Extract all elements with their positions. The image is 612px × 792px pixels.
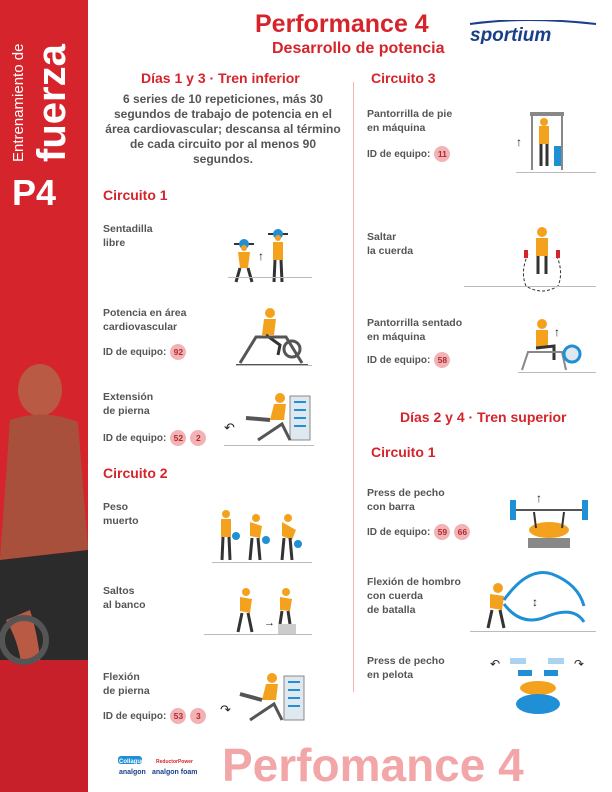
column-divider bbox=[353, 82, 354, 692]
equipment-badge: 11 bbox=[434, 146, 450, 162]
logo-text: analgon foam bbox=[152, 769, 198, 776]
equipment-label: ID de equipo: bbox=[103, 710, 167, 722]
seated-calf-figure bbox=[518, 316, 588, 372]
exercise-separator bbox=[212, 562, 312, 563]
equipment-label: ID de equipo: bbox=[103, 346, 167, 358]
svg-text:↑: ↑ bbox=[258, 249, 264, 263]
equipment-badge: 3 bbox=[190, 708, 206, 724]
exercise-name: Peso muerto bbox=[103, 501, 139, 527]
svg-text:↑: ↑ bbox=[516, 135, 522, 149]
jump-rope-figure bbox=[516, 226, 568, 292]
sidebar-line2: fuerza bbox=[30, 44, 74, 162]
equipment-label: ID de equipo: bbox=[367, 148, 431, 160]
equipment-id bbox=[103, 344, 186, 360]
equipment-id bbox=[103, 430, 206, 446]
box-jump-figure bbox=[234, 586, 304, 636]
leg-extension-figure bbox=[224, 388, 320, 446]
bench-press-figure bbox=[506, 488, 592, 550]
sportium-logo bbox=[466, 20, 600, 44]
intro-text: 6 series de 10 repeticiones, más 30 segundos de trabajo de potencia en el área cardiovascular; descansa al término de cada circuito por al menos 90 segundos. bbox=[105, 92, 341, 166]
equipment-badge: 92 bbox=[170, 344, 186, 360]
svg-text:↑: ↑ bbox=[536, 491, 542, 505]
cardio-bike-figure bbox=[236, 305, 308, 367]
exercise-name: Pantorrilla sentado en máquina bbox=[367, 317, 463, 343]
equipment-badge: 66 bbox=[454, 524, 470, 540]
exercise-separator bbox=[464, 286, 596, 287]
equipment-label: ID de equipo: bbox=[103, 432, 167, 444]
exercise-separator bbox=[470, 631, 596, 632]
sidebar-line1: Entrenamiento de bbox=[10, 43, 27, 162]
exercise-name: Extensión de pierna bbox=[103, 391, 154, 417]
footer-title: Perfomance 4 bbox=[222, 739, 524, 791]
equipment-label: ID de equipo: bbox=[367, 354, 431, 366]
circuit-1-title: Circuito 1 bbox=[103, 187, 168, 203]
exercise-separator bbox=[224, 445, 314, 446]
exercise-name: Press de pecho con barra bbox=[367, 487, 445, 513]
svg-text:↷: ↷ bbox=[220, 702, 231, 717]
circuit-3-title: Circuito 3 bbox=[371, 70, 436, 86]
exercise-name: Saltos al banco bbox=[103, 585, 146, 611]
page-subtitle: Desarrollo de potencia bbox=[272, 40, 445, 57]
equipment-badge: 59 bbox=[434, 524, 450, 540]
equipment-id bbox=[367, 146, 450, 162]
exercise-name: Saltar la cuerda bbox=[367, 231, 414, 257]
sidebar-band bbox=[0, 0, 88, 792]
exercise-separator bbox=[228, 277, 312, 278]
svg-text:↑: ↑ bbox=[554, 325, 560, 339]
equipment-id bbox=[103, 708, 206, 724]
battle-rope-figure bbox=[478, 566, 594, 632]
standing-calf-figure bbox=[516, 110, 568, 172]
exercise-separator bbox=[204, 634, 312, 635]
equipment-label: ID de equipo: bbox=[367, 526, 431, 538]
exercise-name: Pantorrilla de pie en máquina bbox=[367, 108, 453, 134]
page-title: Performance 4 bbox=[255, 10, 429, 38]
equipment-badge: 52 bbox=[170, 430, 186, 446]
exercise-name: Flexión de pierna bbox=[103, 671, 150, 697]
left-day-heading: Días 1 y 3 · Tren inferior bbox=[141, 70, 300, 86]
equipment-badge: 58 bbox=[434, 352, 450, 368]
exercise-name: Flexión de hombro con cuerda de batalla bbox=[367, 576, 461, 616]
svg-text:→: → bbox=[264, 617, 275, 629]
equipment-id bbox=[367, 352, 450, 368]
exercise-separator bbox=[236, 365, 312, 366]
equipment-badge: 2 bbox=[190, 430, 206, 446]
right-day-heading: Días 2 y 4 · Tren superior bbox=[400, 409, 567, 425]
logo-text: analgon bbox=[119, 769, 146, 776]
svg-text:↶: ↶ bbox=[224, 420, 235, 435]
brand-wordmark: sportium bbox=[470, 25, 552, 44]
svg-text:↕: ↕ bbox=[532, 595, 538, 609]
athlete-photo bbox=[0, 360, 88, 792]
sidebar-vertical-title bbox=[4, 12, 84, 162]
exercise-name: Press de pecho en pelota bbox=[367, 655, 445, 681]
level-label: P4 bbox=[12, 172, 57, 213]
svg-text:↷: ↷ bbox=[574, 657, 585, 671]
brand-logos bbox=[118, 756, 214, 786]
equipment-id bbox=[367, 524, 470, 540]
equipment-badge: 53 bbox=[170, 708, 186, 724]
exercise-separator bbox=[518, 372, 596, 373]
exercise-name: Sentadilla libre bbox=[103, 223, 153, 249]
ball-press-figure bbox=[488, 648, 588, 718]
right-circuit-1-title: Circuito 1 bbox=[371, 444, 436, 460]
leg-curl-figure bbox=[220, 670, 312, 724]
logo-text: ReductorPower bbox=[156, 759, 193, 765]
deadlift-figure bbox=[212, 510, 312, 562]
exercise-separator bbox=[516, 172, 596, 173]
logo-text: Collaguer bbox=[119, 759, 147, 765]
svg-text:↶: ↶ bbox=[490, 657, 501, 671]
circuit-2-title: Circuito 2 bbox=[103, 465, 168, 481]
exercise-name: Potencia en área cardiovascular bbox=[103, 307, 187, 333]
